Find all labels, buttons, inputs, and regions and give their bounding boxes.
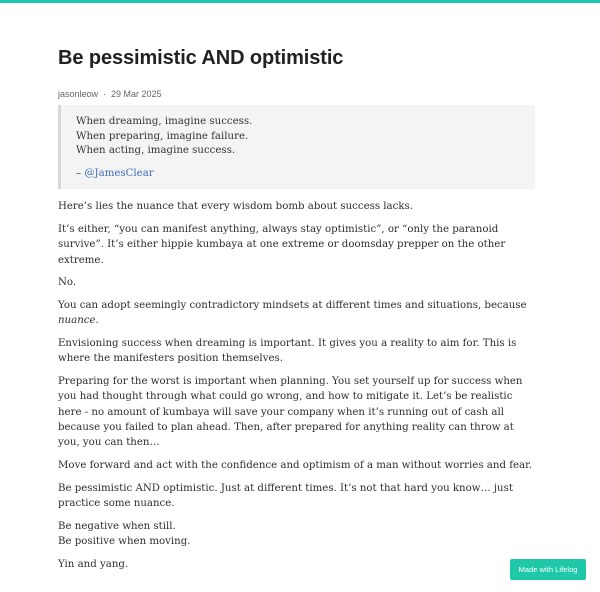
line: Be positive when moving.: [58, 535, 191, 547]
author-link[interactable]: jasonleow: [58, 89, 99, 99]
paragraph: No.: [58, 277, 77, 289]
paragraph-text: You can adopt seemingly contradictory mindsets at different times and situations, because: [58, 300, 527, 312]
paragraph: [58, 519, 535, 549]
post-article: [58, 44, 535, 572]
emphasis-nuance: nuance: [58, 315, 96, 327]
line: Be negative when still.: [58, 520, 176, 532]
made-with-lifelog-button[interactable]: Made with Lifelog: [510, 559, 586, 580]
quote-attribution: [76, 167, 521, 182]
attribution-dash: –: [76, 167, 85, 179]
paragraph: [58, 298, 535, 328]
paragraph: Preparing for the worst is important when planning. You set yourself up for success when you had thought through what could go wrong, and how to mitigate it. Let’s be realistic here - no amount of kumbaya will save your company when it’s running out of cash all because you failed to plan ahead. Then, after prepared for anything reality can throw at you, you can then…: [58, 376, 523, 448]
post-date: 29 Mar 2025: [111, 89, 162, 99]
james-clear-link[interactable]: @JamesClear: [84, 167, 154, 179]
blockquote: [58, 105, 535, 189]
paragraph: Envisioning success when dreaming is important. It gives you a reality to aim for. This is where the manifesters position themselves.: [58, 338, 517, 365]
paragraph: Here’s lies the nuance that every wisdom bomb about success lacks.: [58, 201, 413, 213]
quote-line: When preparing, imagine failure.: [76, 130, 249, 142]
paragraph: It’s either, “you can manifest anything, always stay optimistic”, or “only the paranoid survive”. It’s either hippie kumbaya at one extreme or doomsday prepper on the other extreme.: [58, 224, 506, 266]
meta-separator: ·: [103, 89, 107, 99]
post-meta: [58, 88, 535, 100]
quote-line: When acting, imagine success.: [76, 145, 236, 157]
paragraph: Yin and yang.: [58, 558, 129, 570]
top-accent-bar: [0, 0, 600, 3]
paragraph-suffix: .: [95, 315, 99, 327]
post-body: [58, 199, 535, 571]
paragraph: Move forward and act with the confidence and optimism of a man without worries and fear.: [58, 459, 533, 471]
quote-line: When dreaming, imagine success.: [76, 116, 253, 127]
paragraph: Be pessimistic AND optimistic. Just at different times. It’s not that hard you know… just practice some nuance.: [58, 482, 513, 509]
post-title: Be pessimistic AND optimistic: [58, 47, 344, 69]
